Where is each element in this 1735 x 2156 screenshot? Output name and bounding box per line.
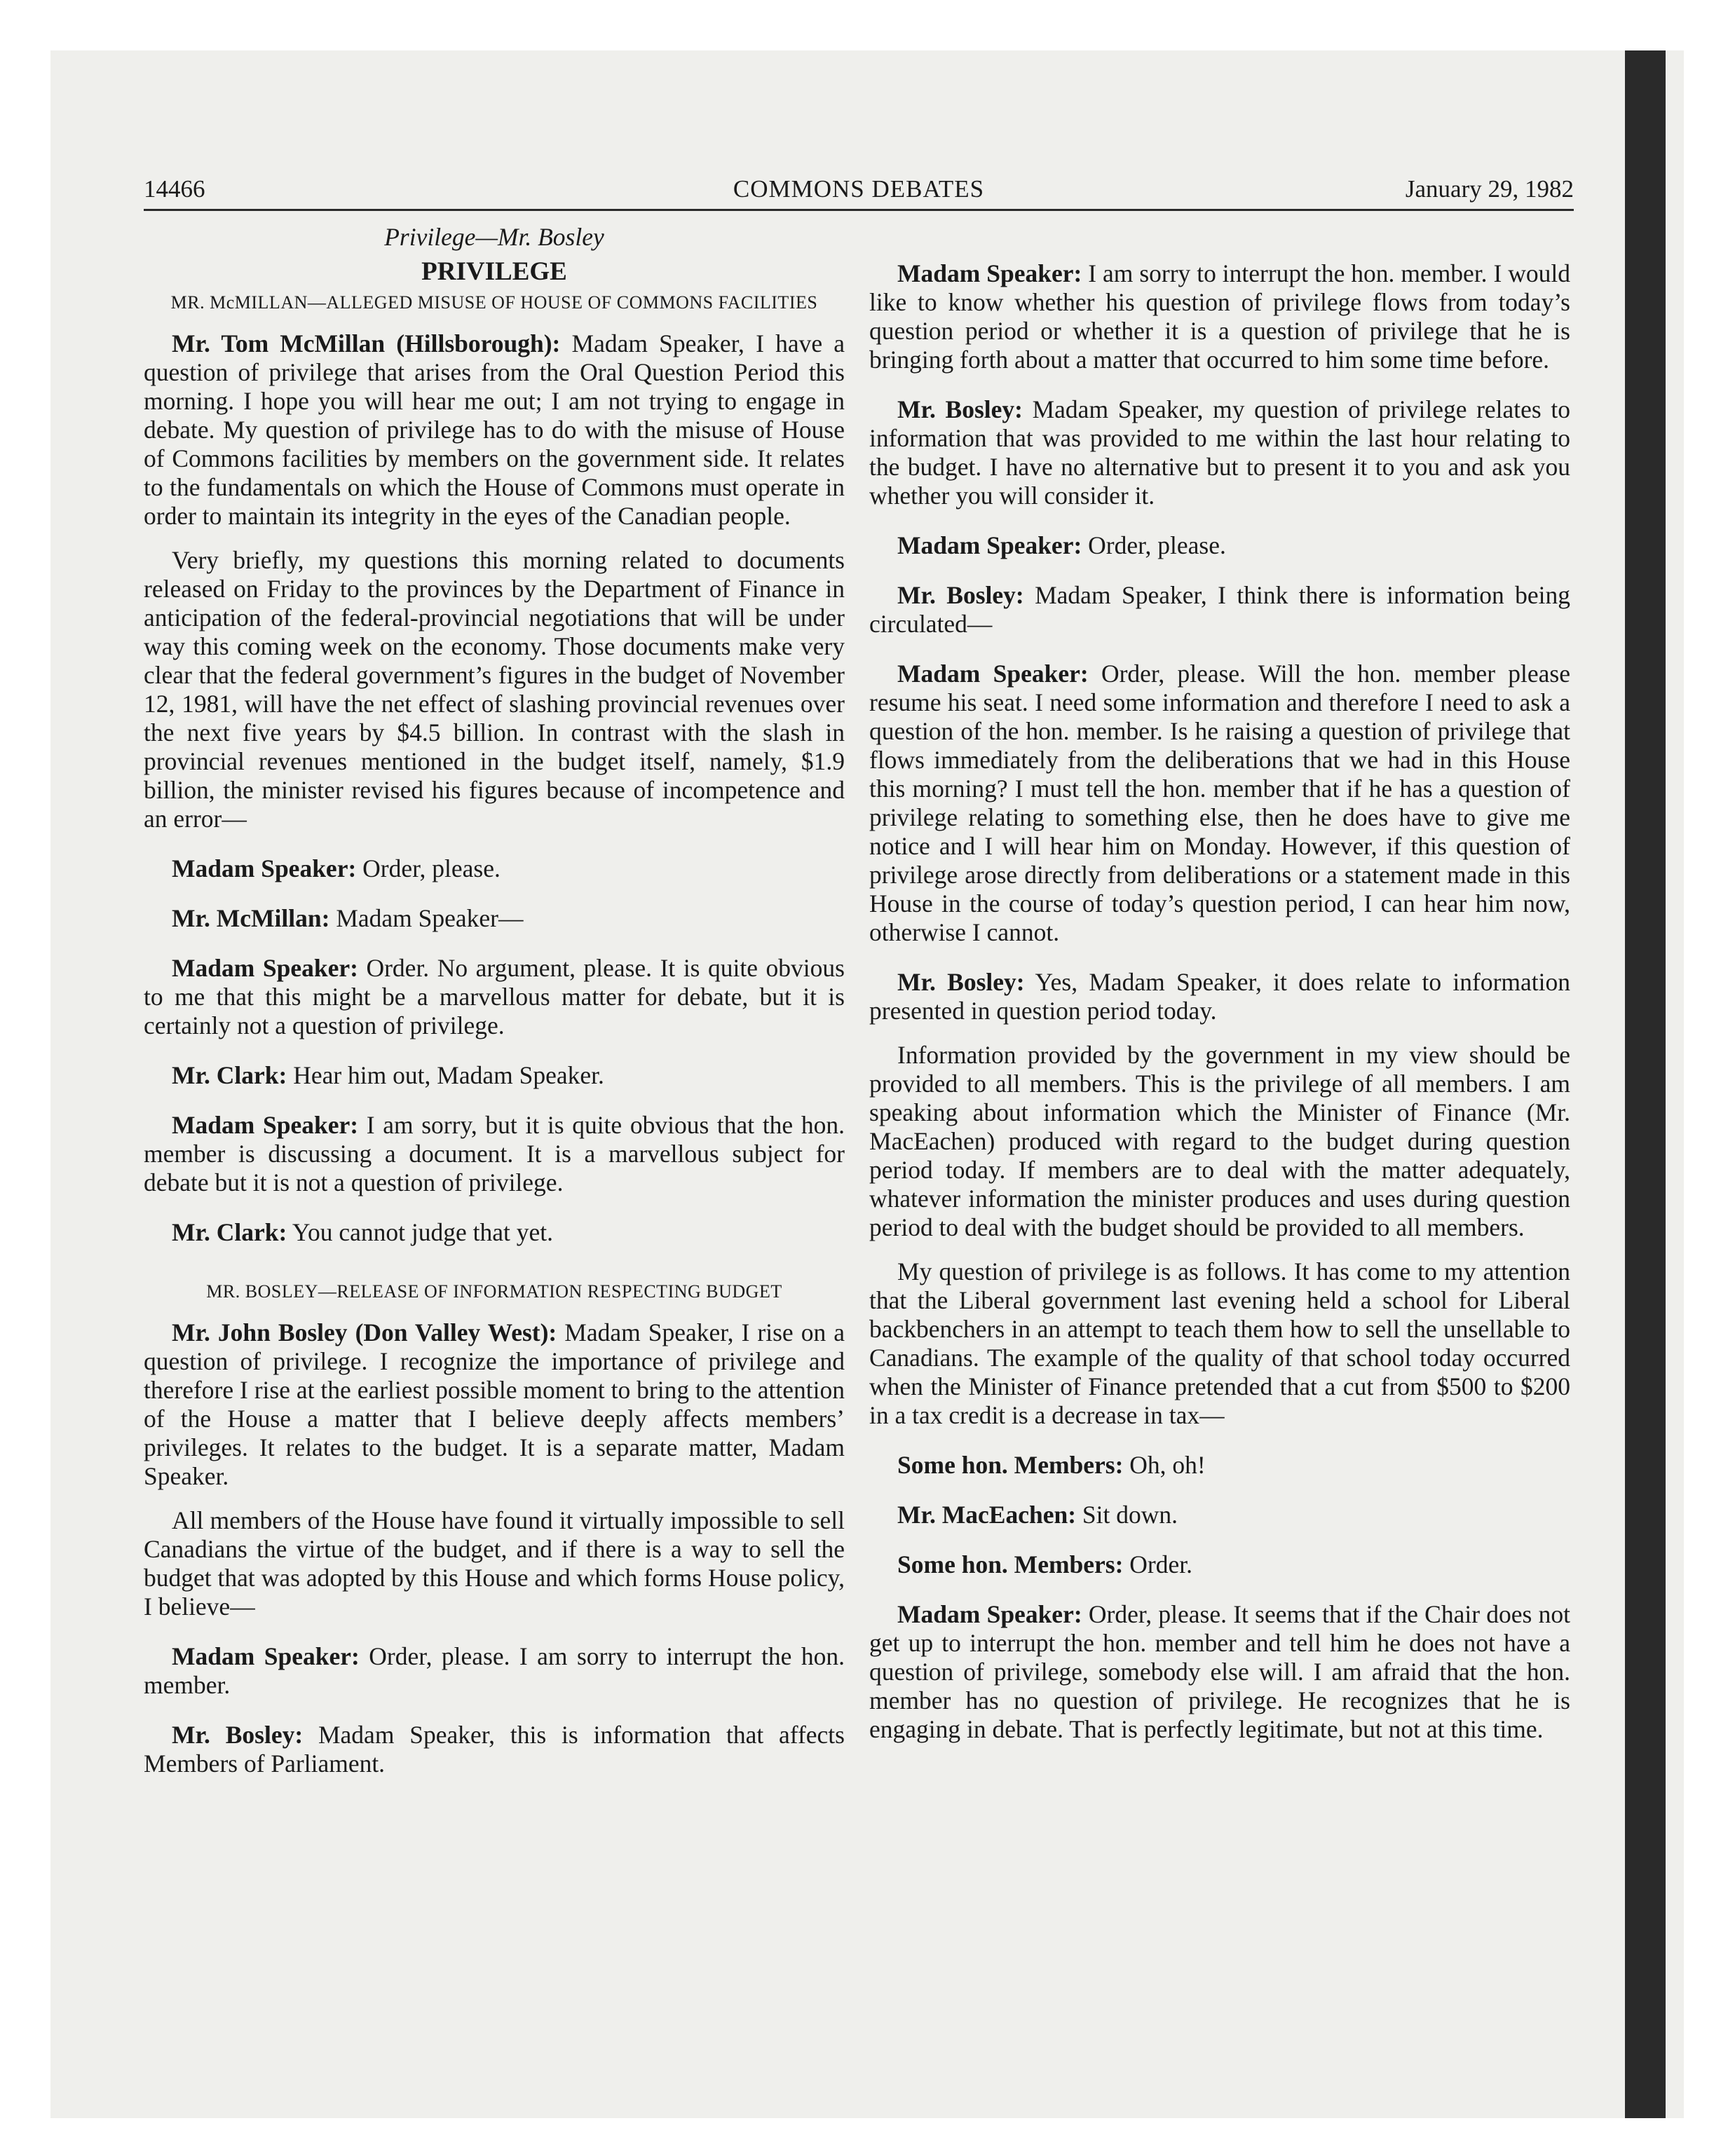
speech-text: Madam Speaker, I have a question of privilege that arises from the Oral Question Period this morning. I hope you will hear me out; I am not trying to engage in debate. My question of privilege has to do with the misuse of House of Commons facilities by members on the government side. It relates to the fundamentals on which the House of Commons must operate in order to maintain its integrity in the eyes of the Canadian people. — [144, 329, 845, 530]
paragraph — [869, 1041, 1570, 1242]
paragraph — [144, 1218, 845, 1247]
paragraph — [144, 1506, 845, 1621]
speech-text: Hear him out, Madam Speaker. — [287, 1061, 604, 1089]
paragraph — [869, 1550, 1570, 1579]
speech-text: Madam Speaker— — [329, 904, 524, 932]
paragraph — [144, 854, 845, 883]
speech-text: Order. No argument, please. It is quite obvious to me that this might be a marvellous matter for debate, but it is certainly not a question of privilege. — [144, 954, 845, 1039]
speaker-name: Mr. Clark: — [172, 1061, 287, 1089]
speech-text: Madam Speaker, I think there is information being circulated— — [869, 581, 1570, 638]
speaker-name: Madam Speaker: — [172, 854, 357, 882]
publication-title: COMMONS DEBATES — [733, 175, 985, 203]
scan-edge-shadow — [1625, 50, 1666, 2118]
paragraph — [144, 954, 845, 1040]
speech-text: Order, please. — [356, 854, 501, 882]
speaker-name: Mr. Tom McMillan (Hillsborough): — [172, 329, 561, 357]
subheading-bosley: MR. BOSLEY—RELEASE OF INFORMATION RESPECTING BUDGET — [206, 1281, 782, 1302]
left-column — [144, 223, 845, 1794]
running-head: Privilege—Mr. Bosley — [384, 223, 604, 251]
paragraph — [869, 395, 1570, 510]
speaker-name: Madam Speaker: — [172, 1111, 359, 1139]
speech-text: I am sorry, but it is quite obvious that the hon. member is discussing a document. It is a marvellous subject for debate but it is not a question of privilege. — [144, 1111, 845, 1196]
speaker-name: Some hon. Members: — [897, 1550, 1124, 1578]
speaker-name: Madam Speaker: — [897, 259, 1082, 287]
section-heading: PRIVILEGE — [421, 257, 567, 286]
speaker-name: Mr. Bosley: — [172, 1721, 304, 1749]
paragraph — [144, 1642, 845, 1700]
speaker-name: Mr. Bosley: — [897, 581, 1024, 609]
speaker-name: Mr. McMillan: — [172, 904, 330, 932]
paragraph — [869, 1451, 1570, 1480]
speaker-name: Madam Speaker: — [172, 954, 358, 982]
speech-text: Order. — [1123, 1550, 1193, 1578]
paragraph — [144, 1061, 845, 1090]
paragraph — [869, 1600, 1570, 1744]
speech-text: Information provided by the government in my view should be provided to all members. This is the privilege of all members. I am speaking about information which the Minister of Finance (Mr. MacEachen) produced with regard to the budget during question period today. If members are to deal with the matter adequately, whatever information the minister produces and uses during question period to deal with the budget should be provided to all members. — [869, 1041, 1570, 1241]
paragraph — [869, 259, 1570, 374]
speech-text: My question of privilege is as follows. It has come to my attention that the Liberal government last evening held a school for Liberal backbenchers in an attempt to teach them how to sell the unsellable to Canadians. The example of the quality of that school today occurred when the Minister of Finance pretended that a cut from $500 to $200 in a tax credit is a decrease in tax— — [869, 1257, 1570, 1429]
speech-text: All members of the House have found it virtually impossible to sell Canadians the virtue of the budget, and if there is a way to sell the budget that was adopted by this House and which forms House policy, I believe— — [144, 1506, 845, 1621]
speech-text: I am sorry to interrupt the hon. member. I would like to know whether his question of privilege flows from today’s question period or whether it is a question of privilege that he is bringing forth about a matter that occurred to him some time before. — [869, 259, 1571, 374]
speaker-name: Mr. Bosley: — [897, 968, 1025, 996]
paragraph — [144, 329, 845, 531]
speech-text: Very briefly, my questions this morning related to documents released on Friday to the provinces by the Department of Finance in anticipation of the federal-provincial negotiations that will be under way this coming week on the economy. Those documents make very clear that the federal government’s figures in the budget of November 12, 1981, will have the net effect of slashing provincial revenues over the next five years by $4.5 billion. In contrast with the slash in provincial revenues mentioned in the budget itself, namely, $1.9 billion, the minister revised his figures because of incompetence and an error— — [144, 546, 845, 833]
speaker-name: Mr. MacEachen: — [897, 1501, 1077, 1529]
paragraph — [144, 1318, 845, 1491]
speaker-name: Madam Speaker: — [172, 1642, 360, 1670]
speaker-name: Madam Speaker: — [897, 531, 1082, 559]
paragraph — [869, 581, 1570, 639]
speaker-name: Mr. Bosley: — [897, 395, 1023, 423]
paragraph — [869, 531, 1570, 560]
page-number: 14466 — [144, 175, 205, 203]
subheading-mcmillan: MR. McMILLAN—ALLEGED MISUSE OF HOUSE OF COMMONS FACILITIES — [170, 292, 818, 313]
speech-text: Madam Speaker, this is information that affects Members of Parliament. — [144, 1721, 845, 1778]
speech-text: Order, please. — [1082, 531, 1226, 559]
speech-text: Order, please. I am sorry to interrupt the hon. member. — [144, 1642, 845, 1699]
speaker-name: Mr. Clark: — [172, 1218, 287, 1246]
speaker-name: Some hon. Members: — [897, 1451, 1124, 1479]
speaker-name: Madam Speaker: — [897, 1600, 1082, 1628]
paragraph — [144, 904, 845, 933]
paragraph — [869, 968, 1570, 1025]
speech-text: Madam Speaker, I rise on a question of privilege. I recognize the importance of privilege and therefore I rise at the earliest possible moment to bring to the attention of the House a matter that I believe deeply affects members’ privileges. It relates to the budget. It is a separate matter, Madam Speaker. — [144, 1318, 845, 1490]
speaker-name: Mr. John Bosley (Don Valley West): — [172, 1318, 557, 1346]
paragraph — [869, 1501, 1570, 1529]
page-header — [144, 170, 1574, 211]
page-date: January 29, 1982 — [1405, 175, 1574, 203]
speech-text: You cannot judge that yet. — [287, 1218, 553, 1246]
paragraph — [869, 660, 1570, 947]
speech-text: Madam Speaker, my question of privilege relates to information that was provided to me within the last hour relating to the budget. I have no alternative but to present it to you and ask you whether you will consider it. — [869, 395, 1570, 510]
speech-text: Order, please. Will the hon. member please resume his seat. I need some information and therefore I need to ask a question of the hon. member. Is he raising a question of privilege that flows immediately from the deliberations that we had in this House this morning? I must tell the hon. member that if he has a question of privilege relating to something else, then he does have to give me notice and I will hear him on Monday. However, if this question of privilege arose directly from deliberations or a statement made in this House in the course of today’s question period, I can hear him now, otherwise I cannot. — [869, 660, 1570, 946]
paragraph — [144, 546, 845, 833]
speech-text: Sit down. — [1076, 1501, 1178, 1529]
paragraph — [144, 1721, 845, 1778]
right-column — [869, 223, 1570, 1759]
speech-text: Yes, Madam Speaker, it does relate to information presented in question period today. — [869, 968, 1570, 1025]
speech-text: Oh, oh! — [1123, 1451, 1206, 1479]
speaker-name: Madam Speaker: — [897, 660, 1089, 688]
speech-text: Order, please. It seems that if the Chair does not get up to interrupt the hon. member and tell him he does not have a question of privilege, somebody else will. I am afraid that the hon. member has no question of privilege. He recognizes that he is engaging in debate. That is perfectly legitimate, but not at this time. — [869, 1600, 1570, 1743]
paragraph — [144, 1111, 845, 1197]
paragraph — [869, 1257, 1570, 1430]
